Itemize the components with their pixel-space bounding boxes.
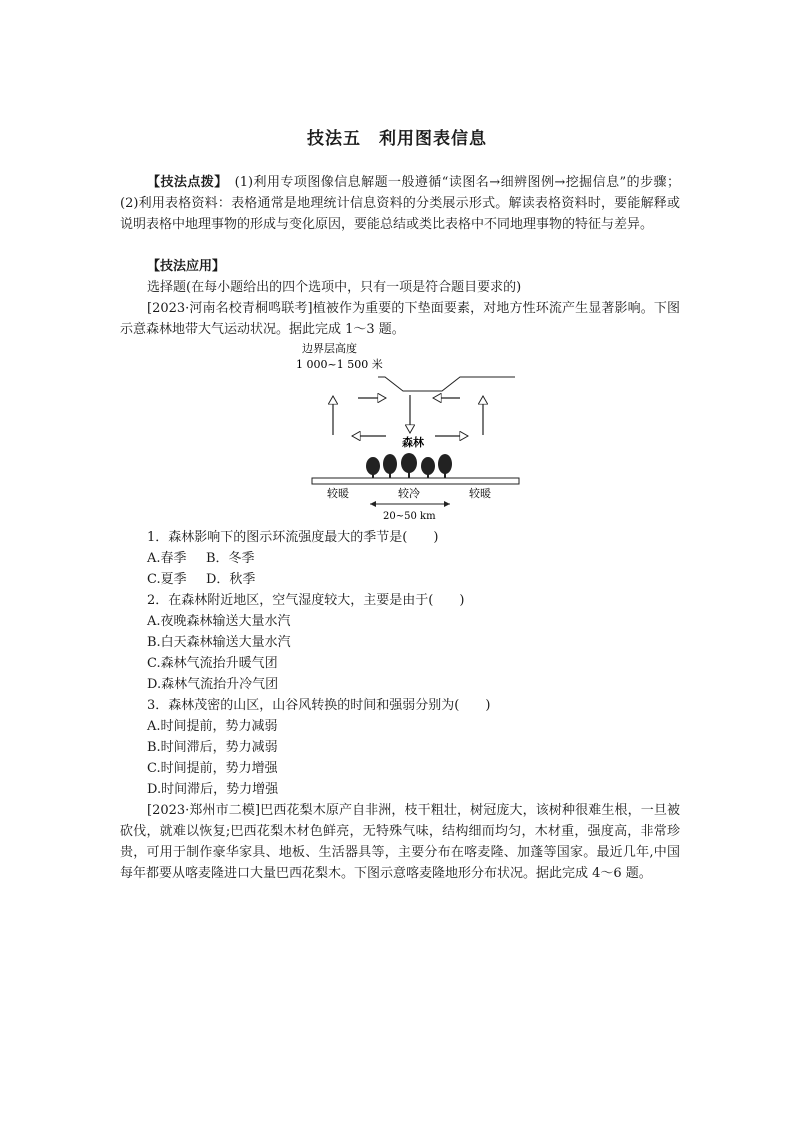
passage-2: [2023·郑州市二模]巴西花梨木原产自非洲，枝干粗壮，树冠庞大，该树种很难生根，一旦被砍伐，就难以恢复;巴西花梨木材色鲜亮，无特殊气味，结构细而均匀，木材重，强度高，非常珍贵，可用于制作豪华家具、地板、生活器具等，主要分布在喀麦隆、加蓬等国家。最近几年,中国每年都要从喀麦隆进口大量巴西花梨木。下图示意喀麦隆地形分布状况。据此完成 4～6 题。 [120,803,680,881]
question-1-option-d: D．秋季 [206,572,256,587]
ground-surface [312,478,519,484]
question-2-stem: 2．在森林附近地区，空气湿度较大，主要是由于( ) [147,593,465,608]
distance-arrow-right [444,501,450,507]
boundary-layer-label: 边界层高度 [302,342,357,355]
application-label: 【技法应用】 [147,259,226,274]
passage-1: [2023·河南名校青桐鸣联考]植被作为重要的下垫面要素，对地方性环流产生显著影响。下图示意森林地带大气运动状况。据此完成 1～3 题。 [120,301,680,337]
question-2-option-c: C.森林气流抬升暖气团 [147,656,278,671]
question-1-option-a: A.春季 [147,551,187,566]
forest-label: 森林 [402,436,424,449]
question-3-option-a: A.时间提前，势力减弱 [147,719,278,734]
boundary-layer-line [378,377,515,391]
question-1-option-b: B．冬季 [206,551,255,566]
title-part1: 技法五 [307,129,361,149]
tips-text: (1)利用专项图像信息解题一般遵循“读图名→细辨图例→挖掘信息”的步骤；(2)利用表格资料：表格通常是地理统计信息资料的分类展示形式。解读表格资料时，要能解释或说明表格中地理事物的形成与变化原因，要能总结或类比表格中不同地理事物的特征与差异。 [120,175,680,232]
question-1-stem: 1．森林影响下的图示环流强度最大的季节是( ) [147,530,439,545]
left-warm-label: 较暖 [327,487,349,500]
tips-label: 【技法点拨】 [147,175,222,190]
question-3-option-d: D.时间滞后，势力增强 [147,782,279,797]
forest-circulation-diagram [290,340,530,525]
question-2-option-b: B.白天森林输送大量水汽 [147,635,291,650]
distance-arrow-left [370,501,376,507]
forest-trees [366,453,452,480]
question-2-option-d: D.森林气流抬升冷气团 [147,677,279,692]
distance-label: 20~50 km [383,511,436,522]
question-1-option-c: C.夏季 [147,572,187,587]
boundary-height-label: 1 000~1 500 米 [296,358,383,371]
question-3-option-b: B.时间滞后，势力减弱 [147,740,278,755]
center-cool-label: 较冷 [398,487,420,500]
question-3-option-c: C.时间提前，势力增强 [147,761,278,776]
page-title [0,124,794,149]
title-part2: 利用图表信息 [379,129,487,149]
section-label: 选择题(在每小题给出的四个选项中，只有一项是符合题目要求的) [147,280,522,295]
question-3-stem: 3．森林茂密的山区，山谷风转换的时间和强弱分别为( ) [147,698,491,713]
question-2-option-a: A.夜晚森林输送大量水汽 [147,614,291,629]
right-warm-label: 较暖 [469,487,491,500]
technique-tips-paragraph [120,172,680,235]
